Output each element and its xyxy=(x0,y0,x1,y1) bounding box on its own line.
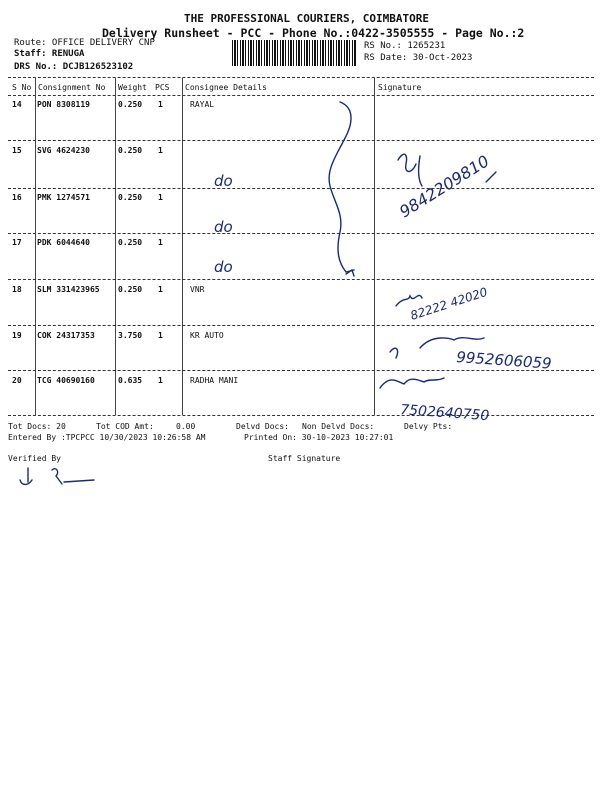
ditto-mark: do xyxy=(214,172,233,190)
row-pcs: 1 xyxy=(158,331,163,340)
row-sno: 16 xyxy=(12,193,22,202)
ditto-mark: do xyxy=(214,258,233,276)
staff-signature-label: Staff Signature xyxy=(268,454,341,463)
handwritten-phone: 9952606059 xyxy=(455,348,553,373)
row-consignment: PDK 6044640 xyxy=(37,238,90,247)
row-consignment: SVG 4624230 xyxy=(37,146,90,155)
row-weight: 0.250 xyxy=(118,100,143,109)
col-header-consignee: Consignee Details xyxy=(185,83,267,92)
col-header-pcs: PCS xyxy=(155,83,170,92)
row-pcs: 1 xyxy=(158,100,163,109)
row-consignment: SLM 331423965 xyxy=(37,285,100,294)
verified-initials-mark xyxy=(20,468,94,485)
col-header-sno: S No xyxy=(12,83,32,92)
non-delivered-docs: Non Delvd Docs: xyxy=(302,422,375,431)
row-consignee: VNR xyxy=(190,285,205,294)
row-sno: 15 xyxy=(12,146,22,155)
total-docs: Tot Docs: 20 xyxy=(8,422,66,431)
total-cod-label: Tot COD Amt: xyxy=(96,422,154,431)
row-sno: 17 xyxy=(12,238,22,247)
row-consignment: COK 24317353 xyxy=(37,331,95,340)
col-header-consignment: Consignment No xyxy=(38,83,106,92)
rs-number: RS No.: 1265231 xyxy=(364,41,446,51)
ditto-mark: do xyxy=(214,218,233,236)
row-consignment: TCG 40690160 xyxy=(37,376,95,385)
rs-date: RS Date: 30-Oct-2023 xyxy=(364,53,473,63)
delivered-docs: Delvd Docs: xyxy=(236,422,289,431)
handwritten-phone: 7502640750 xyxy=(399,402,490,425)
row-pcs: 1 xyxy=(158,146,163,155)
row-weight: 0.250 xyxy=(118,193,143,202)
row-sno: 19 xyxy=(12,331,22,340)
entered-by: Entered By :TPCPCC 10/30/2023 10:26:58 AM xyxy=(8,433,206,442)
signature-mark xyxy=(380,378,444,388)
delivery-points: Delvy Pts: xyxy=(404,422,453,431)
signature-mark xyxy=(396,295,422,306)
col-header-weight: Weight xyxy=(118,83,147,92)
row-consignee: KR AUTO xyxy=(190,331,224,340)
row-consignment: PON 8308119 xyxy=(37,100,90,109)
verified-by-label: Verified By xyxy=(8,454,61,463)
row-consignee: RADHA MANI xyxy=(190,376,239,385)
row-sno: 20 xyxy=(12,376,22,385)
row-consignment: PMK 1274571 xyxy=(37,193,90,202)
handwritten-phone: 82222 42020 xyxy=(408,284,490,323)
drs-number: DRS No.: DCJB126523102 xyxy=(14,62,134,72)
printed-on: Printed On: 30-10-2023 10:27:01 xyxy=(244,433,394,442)
row-pcs: 1 xyxy=(158,376,163,385)
row-weight: 0.250 xyxy=(118,146,143,155)
company-title: THE PROFESSIONAL COURIERS, COIMBATORE xyxy=(184,12,430,25)
row-weight: 0.635 xyxy=(118,376,143,385)
row-pcs: 1 xyxy=(158,193,163,202)
arrow-mark xyxy=(346,270,354,276)
handwritten-phone: 9842209810 xyxy=(396,151,493,222)
col-header-signature: Signature xyxy=(378,83,422,92)
route-label: Route: OFFICE DELIVERY CNP xyxy=(14,38,155,48)
runsheet-subtitle: Delivery Runsheet - PCC - Phone No.:0422-3505555 - Page No.:2 xyxy=(102,26,525,40)
row-consignee: RAYAL xyxy=(190,100,215,109)
row-pcs: 1 xyxy=(158,285,163,294)
row-weight: 3.750 xyxy=(118,331,143,340)
total-cod-value: 0.00 xyxy=(176,422,196,431)
row-sno: 18 xyxy=(12,285,22,294)
row-sno: 14 xyxy=(12,100,22,109)
brace-mark xyxy=(329,102,354,272)
row-weight: 0.250 xyxy=(118,285,143,294)
row-pcs: 1 xyxy=(158,238,163,247)
row-weight: 0.250 xyxy=(118,238,143,247)
staff-label: Staff: RENUGA xyxy=(14,49,85,59)
